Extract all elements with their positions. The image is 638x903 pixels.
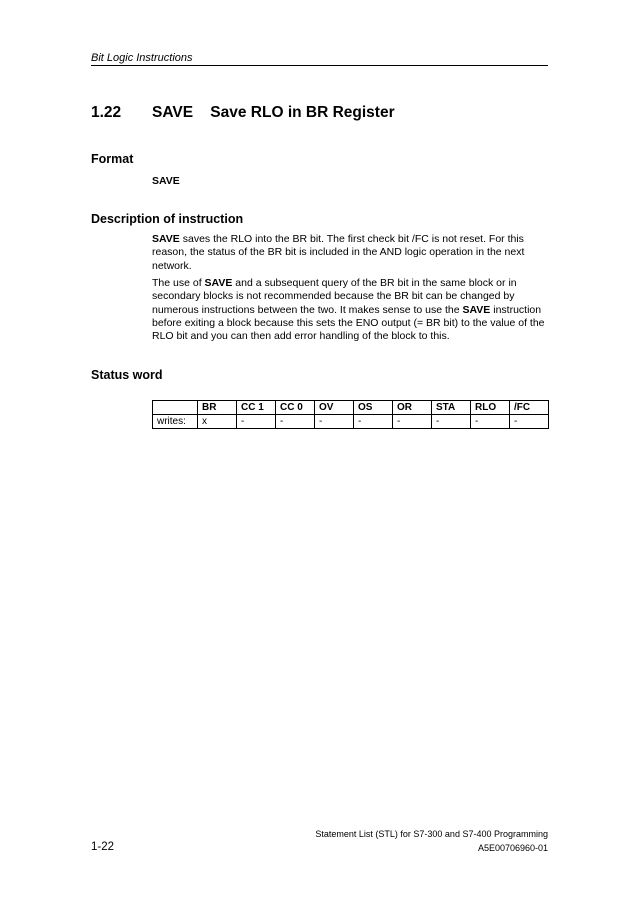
status-word-heading: Status word	[91, 368, 163, 382]
paragraph-text: instruction before exiting a block because this sets the ENO output (= BR bit) to the value of the RLO bit and you can then add error handling of the block to this.	[152, 303, 545, 343]
table-cell: -	[237, 415, 276, 429]
table-header-cell: /FC	[510, 401, 549, 415]
description-paragraph-1	[152, 233, 548, 273]
bold-keyword: SAVE	[462, 303, 491, 316]
bold-keyword: SAVE	[204, 277, 233, 289]
table-header-cell: STA	[432, 401, 471, 415]
table-header-cell: OR	[393, 401, 432, 415]
table-header-cell: OS	[354, 401, 393, 415]
footer-document-id: A5E00706960-01	[477, 843, 548, 853]
paragraph-text: and a subsequent query of the BR bit in the same block or in secondary blocks is not recommended because the BR bit can be changed by numerous instructions between the two. It makes sense to use the	[152, 277, 517, 316]
table-header-cell	[153, 401, 198, 415]
description-paragraph-2	[152, 277, 548, 343]
table-cell: -	[354, 415, 393, 429]
format-code: SAVE	[152, 175, 180, 187]
status-word-writes-row	[153, 415, 549, 429]
running-header: Bit Logic Instructions	[91, 52, 548, 66]
section-number: 1.22	[91, 104, 122, 121]
page-number: 1-22	[91, 841, 115, 853]
section-title: SAVE Save RLO in BR Register	[152, 104, 395, 121]
table-header-cell: RLO	[471, 401, 510, 415]
bold-keyword: SAVE	[152, 233, 180, 245]
paragraph-text: saves the RLO into the BR bit. The first check bit /FC is not reset. For this reason, the status of the BR bit is included in the AND logic operation in the next network.	[152, 233, 525, 272]
description-heading: Description of instruction	[91, 212, 244, 226]
table-cell: -	[276, 415, 315, 429]
footer-document-title: Statement List (STL) for S7-300 and S7-400 Programming	[315, 829, 548, 839]
table-header-cell: OV	[315, 401, 354, 415]
table-cell: writes:	[153, 415, 198, 429]
table-cell: x	[198, 415, 237, 429]
table-header-cell: CC 1	[237, 401, 276, 415]
status-word-table	[152, 400, 549, 429]
status-word-header-row	[153, 401, 549, 415]
table-cell: -	[432, 415, 471, 429]
table-cell: -	[510, 415, 549, 429]
table-cell: -	[315, 415, 354, 429]
format-heading: Format	[91, 152, 134, 166]
table-header-cell: CC 0	[276, 401, 315, 415]
table-header-cell: BR	[198, 401, 237, 415]
table-cell: -	[471, 415, 510, 429]
table-cell: -	[393, 415, 432, 429]
paragraph-text: The use of	[152, 277, 205, 289]
